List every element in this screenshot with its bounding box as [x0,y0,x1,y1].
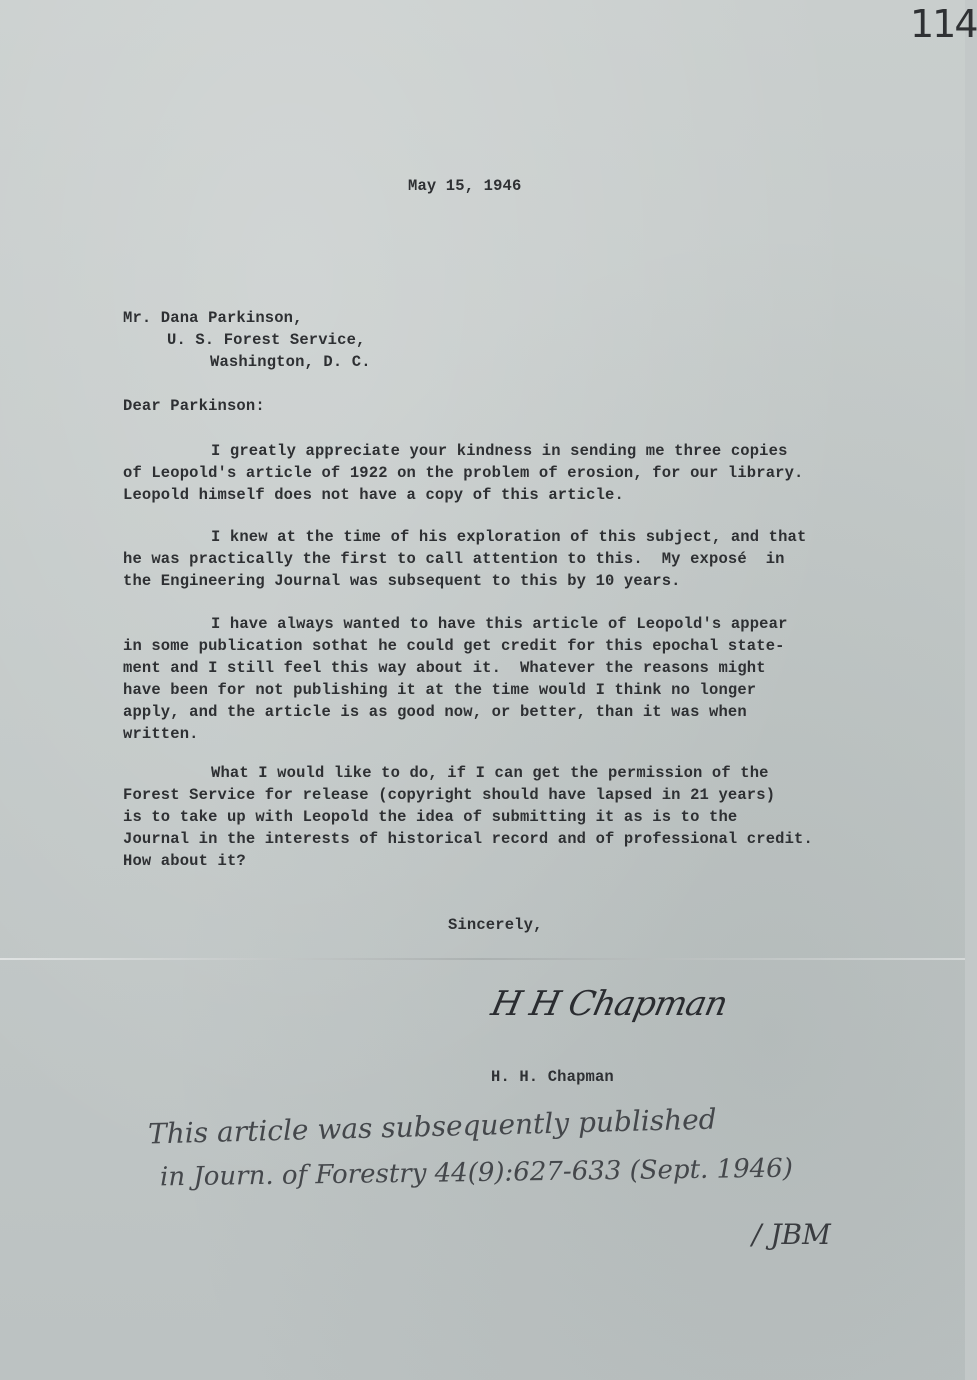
handwritten-initials: / JBM [752,1218,831,1251]
paper-fold-line [0,958,965,960]
paragraph-line: What I would like to do, if I can get the permission of the [211,764,769,782]
paragraph-line: written. [123,725,199,743]
signer-name: H. H. Chapman [491,1068,614,1086]
paragraph-line: apply, and the article is as good now, or better, than it was when [123,703,747,721]
addressee-name: Mr. Dana Parkinson, [123,309,303,327]
paragraph-line: I have always wanted to have this article of Leopold's appear [211,615,788,633]
paragraph-line: I greatly appreciate your kindness in sending me three copies [211,442,788,460]
paragraph-line: How about it? [123,852,246,870]
paragraph-line: is to take up with Leopold the idea of submitting it as is to the [123,808,738,826]
paragraph-4 [123,762,923,872]
paragraph-line: I knew at the time of his exploration of this subject, and that [211,528,807,546]
salutation: Dear Parkinson: [123,397,265,415]
archive-page-number: 114 [910,2,977,46]
paragraph-line: have been for not publishing it at the time would I think no longer [123,681,757,699]
handwritten-note-line-1: This article was subsequently published [147,1102,718,1151]
paragraph-line: the Engineering Journal was subsequent to this by 10 years. [123,572,681,590]
handwritten-note-line-2: in Journ. of Forestry 44(9):627-633 (Sept. 1946) [159,1153,794,1193]
addressee-agency: U. S. Forest Service, [167,331,366,349]
paragraph-3 [123,613,923,745]
paragraph-line: Forest Service for release (copyright should have lapsed in 21 years) [123,786,776,804]
paragraph-line: in some publication sothat he could get credit for this epochal state- [123,637,785,655]
paragraph-line: he was practically the first to call attention to this. My exposé in [123,550,785,568]
paragraph-line: Leopold himself does not have a copy of this article. [123,486,624,504]
paragraph-line: of Leopold's article of 1922 on the problem of erosion, for our library. [123,464,804,482]
addressee-location: Washington, D. C. [210,353,371,371]
paragraph-2 [123,526,923,592]
letter-date: May 15, 1946 [408,177,522,195]
signature: H H Chapman [487,984,731,1024]
closing: Sincerely, [448,916,543,934]
paragraph-1 [123,440,923,506]
paragraph-line: ment and I still feel this way about it. Whatever the reasons might [123,659,766,677]
paragraph-line: Journal in the interests of historical record and of professional credit. [123,830,813,848]
